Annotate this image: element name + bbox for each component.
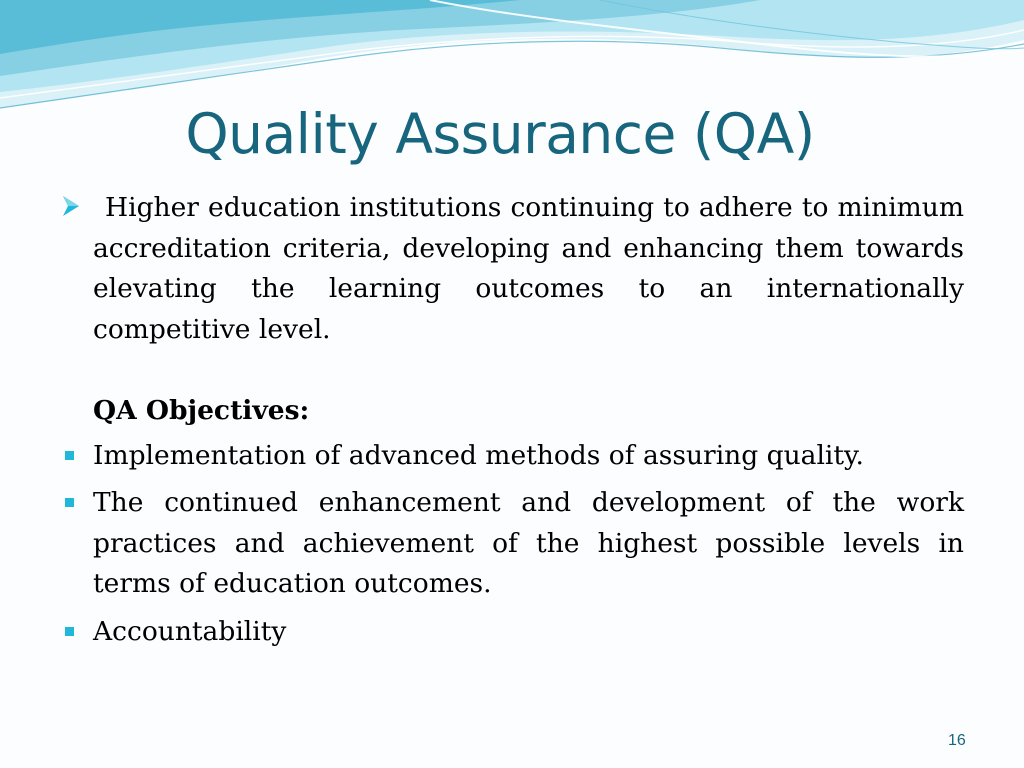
intro-bullet-text: Higher education institutions continuing to adhere to minimum accreditation criteria, developing and enhancing them towards elevating the learning outcomes to an internationally competitive level. (93, 192, 964, 345)
objectives-heading: QA Objectives: (93, 395, 310, 426)
slide-body (60, 188, 964, 659)
square-bullet-icon (65, 627, 74, 636)
objective-text: Accountability (93, 615, 287, 647)
objective-item (60, 436, 964, 477)
intro-bullet (60, 188, 964, 350)
square-bullet-icon (65, 451, 74, 460)
objective-item (60, 612, 964, 653)
slide-title: Quality Assurance (QA) (185, 102, 815, 166)
objective-text: Implementation of advanced methods of assuring quality. (93, 439, 864, 471)
objective-item (60, 483, 964, 605)
page-number: 16 (948, 732, 966, 749)
square-bullet-icon (65, 498, 74, 507)
spacer (60, 350, 964, 391)
arrow-bullet-icon (60, 192, 84, 220)
objective-text: The continued enhancement and development of the work practices and achievement of the highest possible levels in terms of education outcomes. (93, 487, 964, 599)
